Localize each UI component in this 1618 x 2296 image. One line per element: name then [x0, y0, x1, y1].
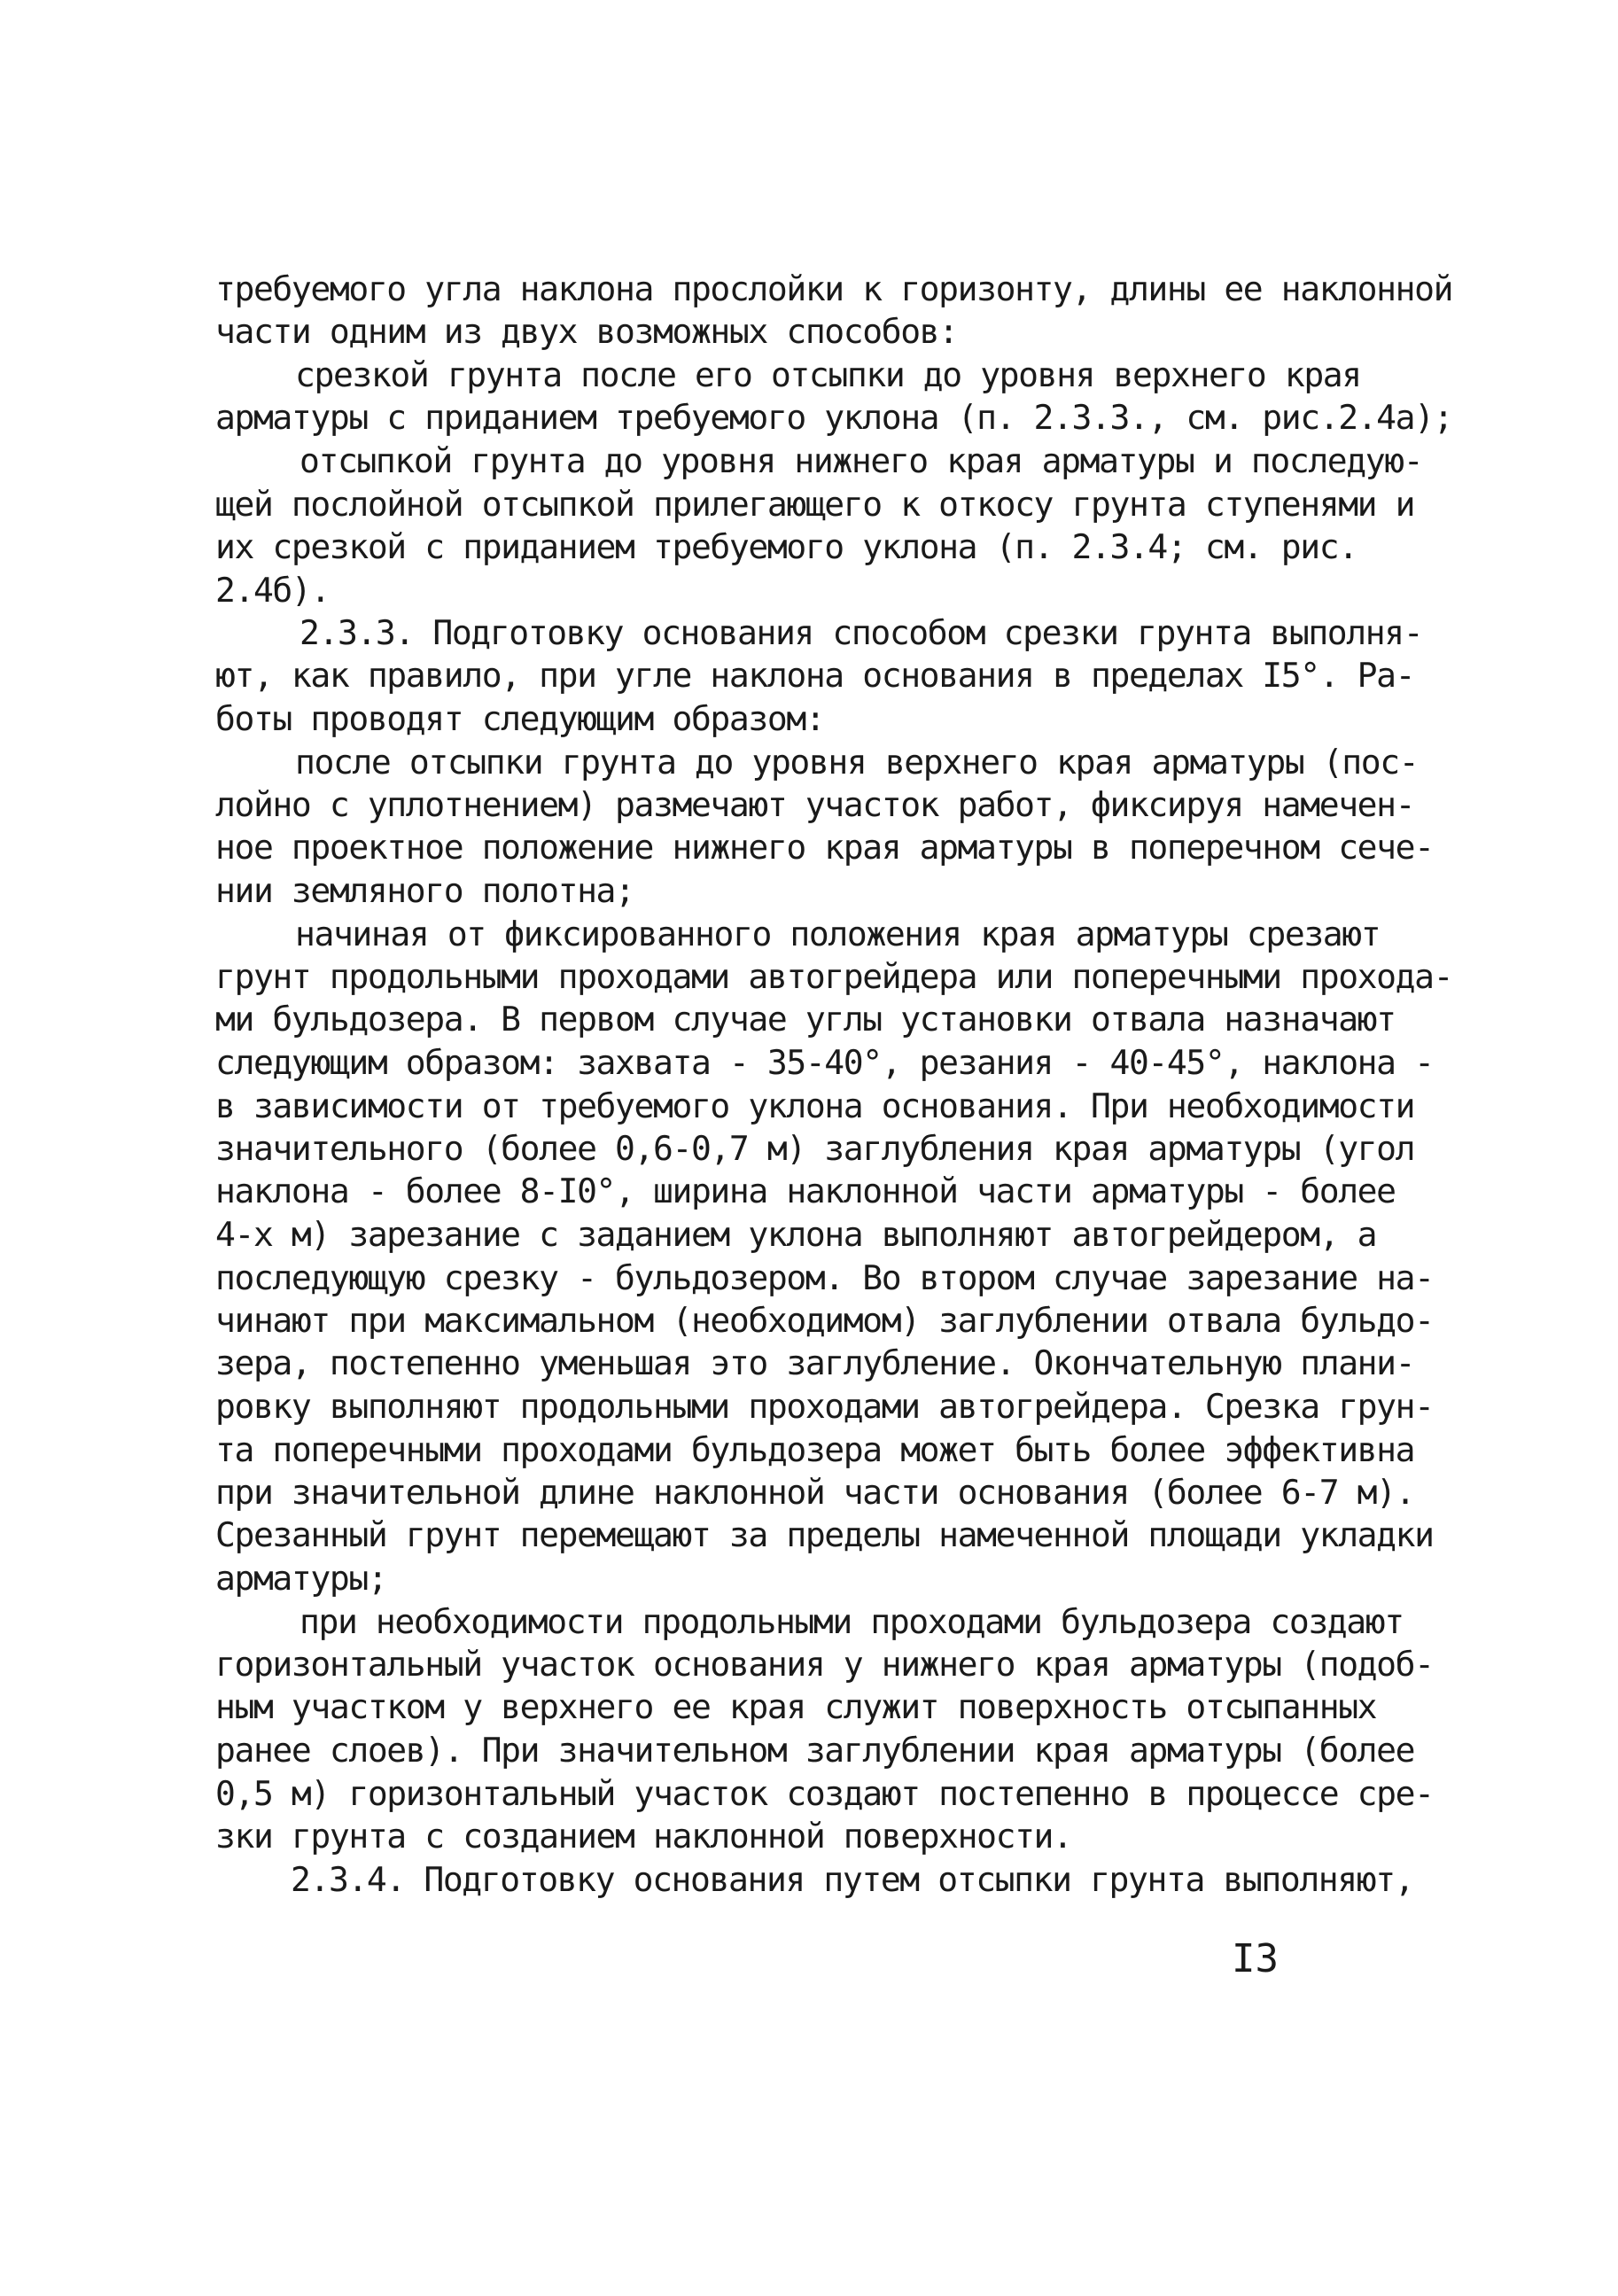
text-line: нии земляного полотна;	[215, 871, 634, 910]
text-line: 2.3.4. Подготовку основания путем отсыпки грунта выполняют,	[291, 1860, 1414, 1899]
text-line: ным участком у верхнего ее края служит поверхность отсыпанных	[215, 1687, 1377, 1726]
text-line: последующую срезку - бульдозером. Во втором случае зарезание на-	[215, 1258, 1434, 1297]
text-line: арматуры;	[215, 1559, 387, 1598]
text-line: чинают при максимальном (необходимом) заглублении отвала бульдо-	[215, 1301, 1434, 1340]
text-line: зера, постепенно уменьшая это заглубление. Окончательную плани-	[215, 1343, 1415, 1382]
text-line: наклона - более 8-I0°, ширина наклонной части арматуры - более	[215, 1171, 1396, 1210]
text-line: части одним из двух возможных способов:	[215, 312, 958, 351]
text-line: лойно с уплотнением) размечают участок работ, фиксируя намечен-	[215, 785, 1415, 824]
text-line: ное проектное положение нижнего края арматуры в поперечном сече-	[215, 828, 1434, 867]
text-line: горизонтальный участок основания у нижнего края арматуры (подоб-	[215, 1645, 1434, 1684]
text-line: начиная от фиксированного положения края арматуры срезают	[295, 915, 1381, 953]
page-number: I3	[1232, 1936, 1279, 1981]
text-line: щей послойной отсыпкой прилегающего к откосу грунта ступенями и	[215, 485, 1415, 524]
text-line: 2.4б).	[215, 571, 330, 610]
text-line: 4-х м) зарезание с заданием уклона выполняют автогрейдером, а	[215, 1215, 1377, 1254]
text-line: арматуры с приданием требуемого уклона (п. 2.3.3., см. рис.2.4а);	[215, 398, 1453, 437]
text-line: требуемого угла наклона прослойки к горизонту, длины ее наклонной	[215, 269, 1453, 308]
text-line: при значительной длине наклонной части основания (более 6-7 м).	[215, 1473, 1415, 1512]
text-line: отсыпкой грунта до уровня нижнего края арматуры и последую-	[299, 441, 1423, 480]
text-line: после отсыпки грунта до уровня верхнего края арматуры (пос-	[295, 743, 1419, 782]
text-line: следующим образом: захвата - 35-40°, резания - 40-45°, наклона -	[215, 1043, 1434, 1082]
text-line: боты проводят следующим образом:	[215, 699, 825, 738]
text-line: при необходимости продольными проходами бульдозера создают	[299, 1602, 1404, 1641]
text-line: ранее слоев). При значительном заглублении края арматуры (более	[215, 1731, 1415, 1770]
text-line: значительного (более 0,6-0,7 м) заглубления края арматуры (угол	[215, 1129, 1415, 1168]
text-line: в зависимости от требуемого уклона основания. При необходимости	[215, 1086, 1415, 1125]
text-line: их срезкой с приданием требуемого уклона (п. 2.3.4; см. рис.	[215, 527, 1357, 566]
text-line: зки грунта с созданием наклонной поверхности.	[215, 1817, 1072, 1856]
text-line: 0,5 м) горизонтальный участок создают постепенно в процессе сре-	[215, 1774, 1434, 1813]
text-line: 2.3.3. Подготовку основания способом срезки грунта выполня-	[299, 613, 1423, 652]
text-line: ми бульдозера. В первом случае углы установки отвала назначают	[215, 1000, 1396, 1039]
text-line: та поперечными проходами бульдозера может быть более эффективна	[215, 1430, 1415, 1469]
text-line: грунт продольными проходами автогрейдера или поперечными прохода-	[215, 957, 1453, 996]
text-line: Срезанный грунт перемещают за пределы намеченной площади укладки	[215, 1515, 1434, 1554]
text-line: ют, как правило, при угле наклона основания в пределах I5°. Ра-	[215, 656, 1415, 695]
text-line: ровку выполняют продольными проходами автогрейдера. Срезка грун-	[215, 1387, 1434, 1426]
text-line: срезкой грунта после его отсыпки до уровня верхнего края	[295, 355, 1361, 394]
